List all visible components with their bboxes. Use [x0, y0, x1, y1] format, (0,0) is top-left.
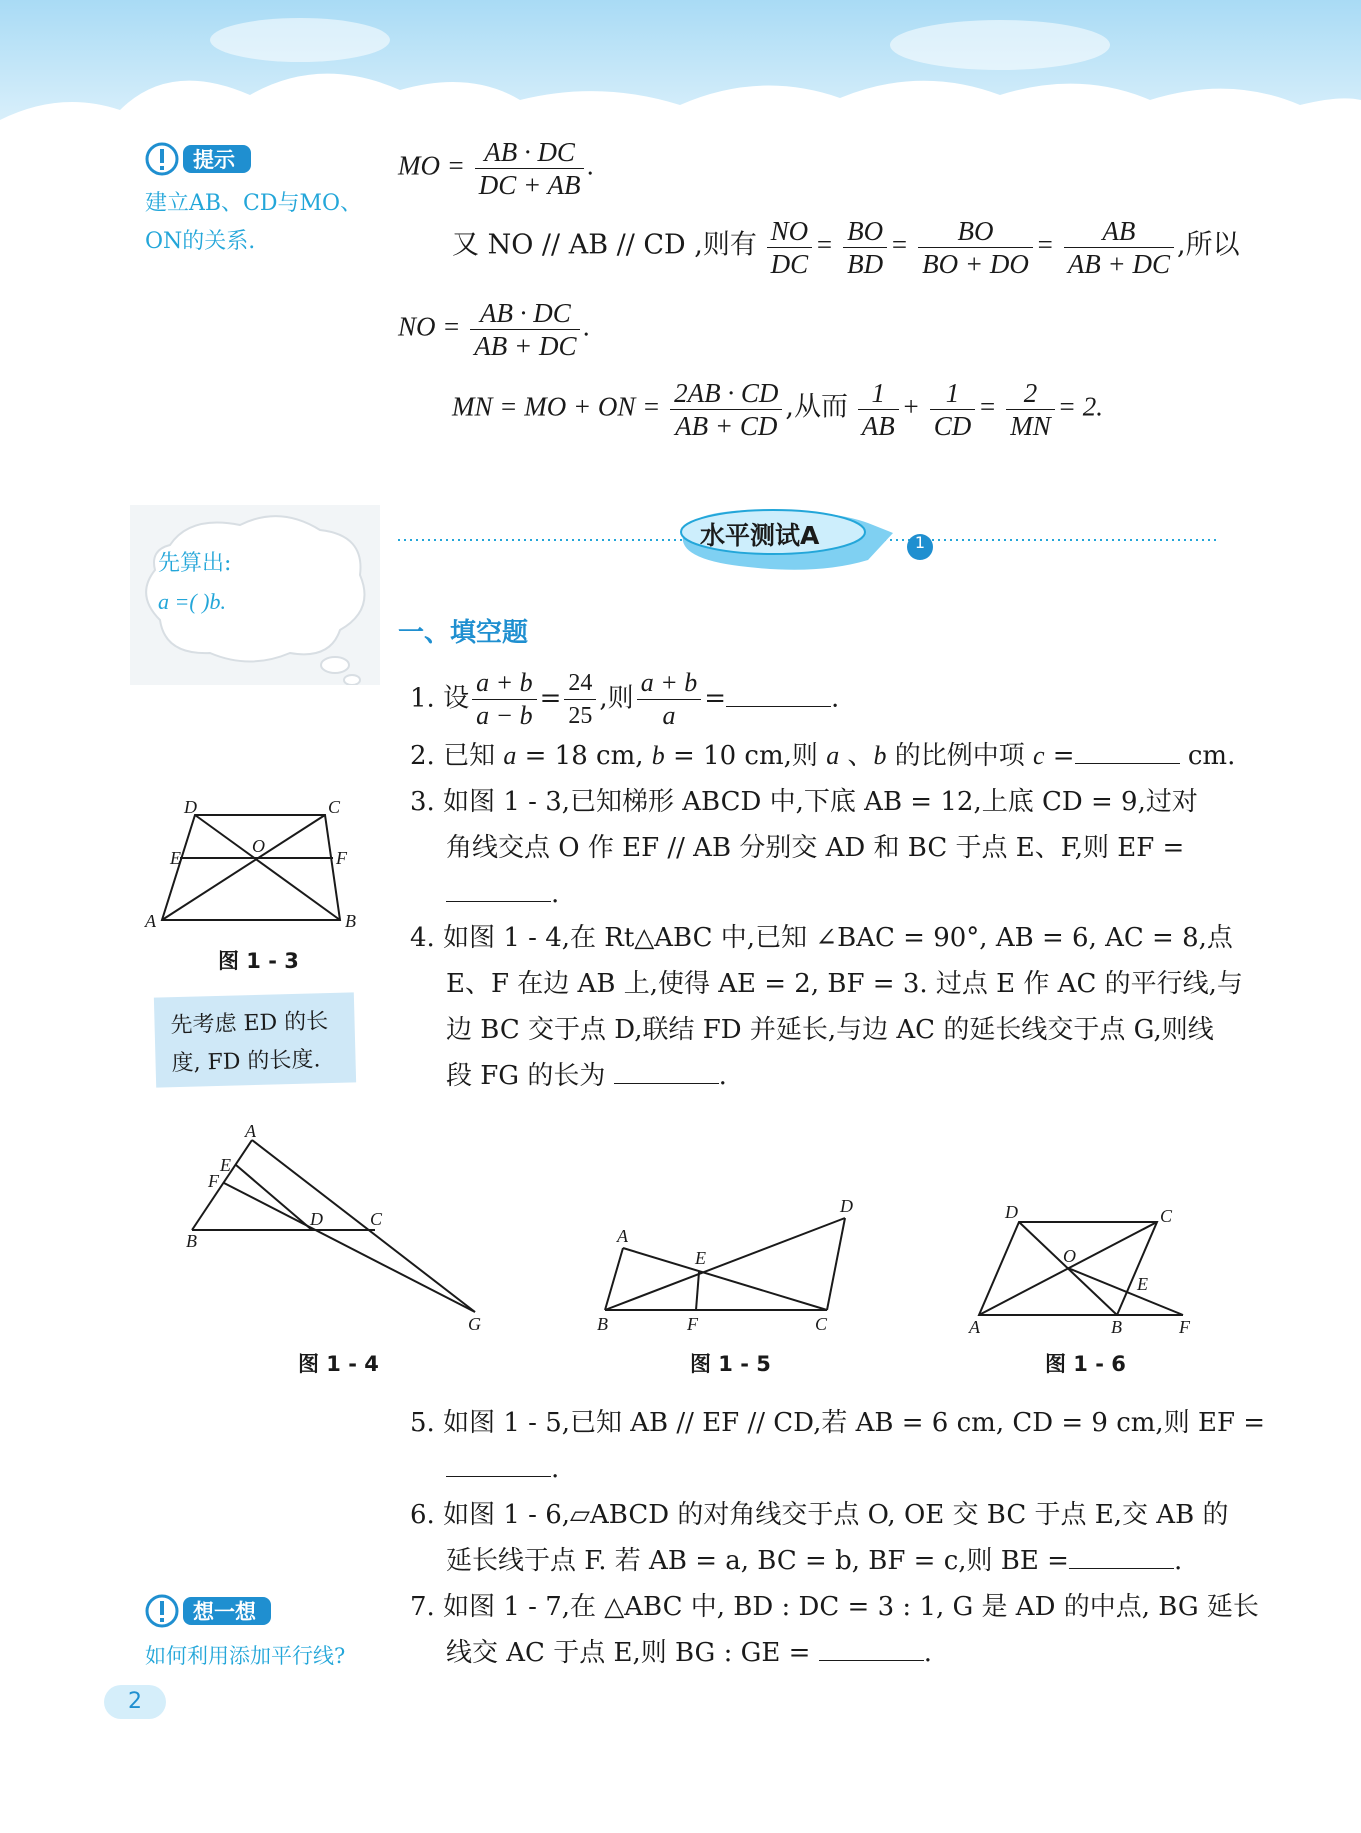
ratio-equation: 又 NO // AB // CD ,则有 $\frac{NO}{DC}$ = $\frac{BO}{BD}$ = $\frac{BO}{BO + DO}$ = $\frac{AB}{AB + DC}$ ,所以: [452, 216, 1240, 279]
figure-1-5-caption: 图 1 - 5: [690, 1352, 771, 1376]
fig14-label-a: A: [245, 1125, 256, 1141]
answer-blank-2[interactable]: [1075, 741, 1180, 764]
mo-lhs: MO =: [398, 150, 465, 181]
hint-line-1: 先考虑 ED 的长: [170, 1009, 329, 1039]
mo-fraction: $\frac{AB \cdot DC}{DC + AB}$: [475, 137, 585, 200]
fig15-label-d: D: [840, 1196, 853, 1216]
page-number: 2: [104, 1685, 166, 1719]
question-2: 2. 已知 a = 18 cm, b = 10 cm,则 a 、b 的比例中项 c = cm.: [410, 741, 1236, 771]
test-banner-badge: 1: [914, 533, 926, 552]
cloud-note-line-1: 先算出:: [158, 551, 232, 576]
fig16-label-o: O: [1063, 1246, 1076, 1266]
test-banner-title: 水平测试A: [700, 521, 820, 550]
question-4: 4. 如图 1 - 4,在 Rt△ABC 中,已知 ∠BAC = 90°, AB = 6, AC = 8,点 E、F 在边 AB 上,使得 AE = 2, BF = 3. 过点 E 作 AC 的平行线,与 边 BC 交于点 D,联结 FD 并延长,与边 AC 的延长线交于点 G,则线 段 FG 的长为 .: [410, 923, 1243, 1091]
fig14-label-e: E: [220, 1155, 231, 1175]
answer-blank-7[interactable]: [819, 1638, 924, 1661]
fig13-label-c: C: [328, 800, 341, 817]
fig13-label-f: F: [336, 848, 347, 868]
fig16-label-a: A: [969, 1317, 980, 1337]
question-5: 5. 如图 1 - 5,已知 AB // EF // CD,若 AB = 6 cm, CD = 9 cm,则 EF = .: [410, 1408, 1266, 1484]
answer-blank-3[interactable]: [446, 879, 551, 902]
question-6: 6. 如图 1 - 6,▱ABCD 的对角线交于点 O, OE 交 BC 于点 E,交 AB 的 延长线于点 F. 若 AB = a, BC = b, BF = c,则 BE = .: [410, 1500, 1229, 1576]
figure-1-3-caption: 图 1 - 3: [218, 949, 299, 973]
figure-1-3: [140, 800, 370, 930]
cloud-note: [158, 545, 231, 621]
fig13-label-e: E: [170, 848, 181, 868]
fig13-label-a: A: [145, 911, 156, 930]
answer-blank-4[interactable]: [614, 1061, 719, 1084]
tip-badge-label: 提示: [193, 148, 235, 172]
fig15-label-f: F: [687, 1314, 698, 1334]
think-badge-label: 想一想: [193, 1600, 256, 1624]
header-cloud-banner: [0, 0, 1361, 150]
fig15-label-b: B: [597, 1314, 608, 1334]
fig16-label-e: E: [1137, 1274, 1148, 1294]
fig16-label-f: F: [1179, 1317, 1190, 1337]
think-text: 如何利用添加平行线?: [145, 1644, 346, 1668]
answer-blank-5[interactable]: [446, 1454, 551, 1477]
ratio-prefix: 又 NO // AB // CD ,则有: [452, 229, 757, 261]
figure-1-4: [180, 1125, 500, 1340]
fig14-label-c: C: [370, 1209, 383, 1229]
cloud-note-line-2: a =( )b.: [158, 589, 226, 614]
figure-1-6-caption: 图 1 - 6: [1045, 1352, 1126, 1376]
mn-equation: MN = MO + ON = $\frac{2AB \cdot CD}{AB + CD}$ ,从而 $\frac{1}{AB}$ + $\frac{1}{CD}$ = $\frac{2}{MN}$ = 2.: [452, 378, 1103, 441]
tip-line-1: 建立AB、CD与MO、: [145, 191, 363, 216]
fig15-label-e: E: [695, 1248, 706, 1268]
figure-1-6: [965, 1200, 1205, 1340]
hint-box: [154, 992, 356, 1087]
mo-equation: MO = $\frac{AB \cdot DC}{DC + AB}$ .: [398, 137, 595, 200]
tip-badge: [145, 142, 255, 172]
fig13-label-d: D: [184, 800, 197, 817]
figure-1-4-caption: 图 1 - 4: [298, 1352, 379, 1376]
question-1: 1. 设 $\frac{a + b}{a - b}$ = $\frac{24}{25}$ ,则 $\frac{a + b}{a}$ = .: [410, 668, 840, 730]
answer-blank-1[interactable]: [726, 684, 831, 707]
tip-line-2: ON的关系.: [145, 229, 256, 254]
hint-line-2: 度, FD 的长度.: [171, 1047, 321, 1077]
fig14-label-d: D: [310, 1209, 323, 1229]
fig13-label-o: O: [252, 836, 265, 856]
fig16-label-d: D: [1005, 1202, 1018, 1222]
fig14-label-b: B: [186, 1231, 197, 1251]
fig16-label-b: B: [1111, 1317, 1122, 1337]
think-badge: [145, 1594, 265, 1628]
fig15-label-a: A: [617, 1226, 628, 1246]
no-equation: NO = $\frac{AB \cdot DC}{AB + DC}$ .: [398, 298, 591, 361]
fig15-label-c: C: [815, 1314, 828, 1334]
fig14-label-f: F: [208, 1171, 219, 1191]
fig14-label-g: G: [468, 1314, 481, 1334]
fig13-label-b: B: [345, 911, 356, 930]
question-7: 7. 如图 1 - 7,在 △ABC 中, BD : DC = 3 : 1, G 是 AD 的中点, BG 延长 线交 AC 于点 E,则 BG : GE = .: [410, 1592, 1259, 1668]
fig16-label-c: C: [1160, 1206, 1173, 1226]
figure-1-5: [595, 1190, 865, 1340]
question-3: 3. 如图 1 - 3,已知梯形 ABCD 中,下底 AB = 12,上底 CD = 9,过对 角线交点 O 作 EF // AB 分别交 AD 和 BC 于点 E、F,则 EF = .: [410, 787, 1198, 909]
answer-blank-6[interactable]: [1069, 1546, 1174, 1569]
tip-text: [145, 185, 385, 261]
section-title: 一、填空题: [398, 618, 529, 648]
